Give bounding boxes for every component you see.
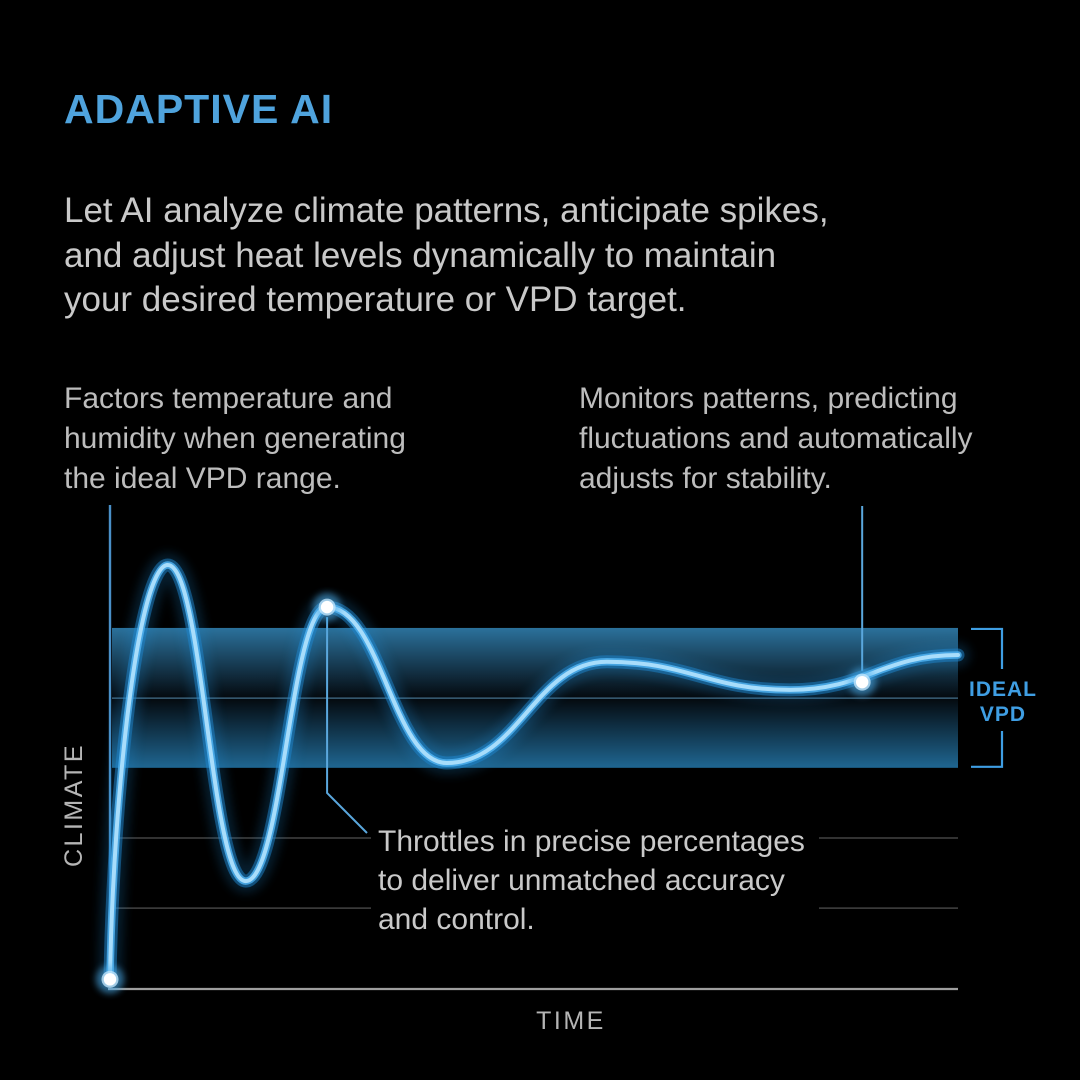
ideal-vpd-label-line-1: IDEAL (969, 678, 1037, 701)
page-title: ADAPTIVE AI (64, 86, 334, 132)
description-line-1: Let AI analyze climate patterns, anticipate spikes, (64, 191, 829, 230)
curve-marker-dot (321, 601, 333, 613)
description-line-2: and adjust heat levels dynamically to maintain (64, 235, 777, 275)
callout-throttle-line-1: Throttles in precise percentages (378, 825, 805, 858)
description-paragraph (64, 189, 829, 323)
ideal-vpd-label-line-2: VPD (979, 703, 1027, 726)
callout-left-line-2: humidity when generating (64, 422, 406, 455)
y-axis-label: CLIMATE (60, 743, 88, 867)
callout-throttle-line-2: to deliver unmatched accuracy (378, 864, 785, 897)
callout-vpd-range (64, 379, 406, 499)
x-axis-label: TIME (536, 1007, 606, 1035)
callout-throttle-precision (371, 818, 819, 949)
callout-left-line-1: Factors temperature and (64, 382, 393, 415)
callout-right-line-1: Monitors patterns, predicting (579, 382, 958, 415)
callout-right-line-2: fluctuations and automatically (579, 422, 973, 455)
callout-monitors-patterns (579, 379, 973, 499)
callout-left-line-3: the ideal VPD range. (64, 462, 341, 495)
curve-marker-dot (856, 676, 868, 688)
description-line-3: your desired temperature or VPD target. (64, 280, 687, 319)
curve-marker-dot (104, 973, 116, 985)
callout-throttle-line-3: and control. (378, 903, 535, 936)
callout-right-line-3: adjusts for stability. (579, 462, 832, 495)
